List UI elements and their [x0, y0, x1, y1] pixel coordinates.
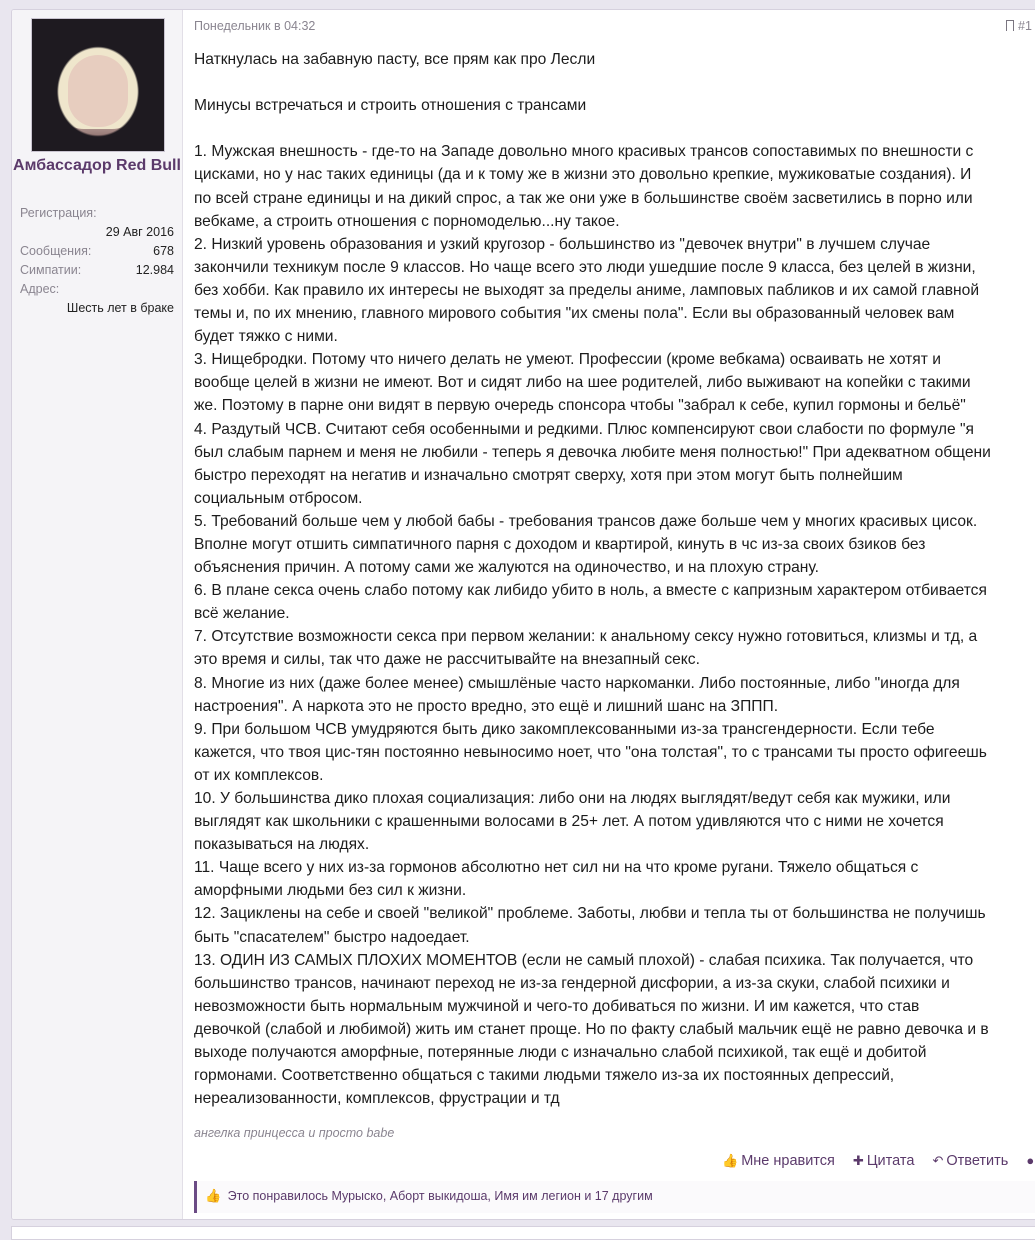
post-line: показываться на людях. — [194, 836, 370, 854]
post-line: аморфными людьми без сил к жизни. — [194, 882, 467, 900]
username-link[interactable]: Амбассадор Red Bull — [13, 157, 181, 174]
post-line: всё желание. — [194, 605, 290, 623]
stat-value-address: Шесть лет в браке — [66, 301, 174, 315]
post-line: социальным отбросом. — [194, 489, 363, 507]
post-line: девочкой (слабой и любимой) жить им станет проще. Но по факту слабый мальчик ещё не равно девочка и в — [194, 1020, 989, 1038]
stat-label-registration: Регистрация: — [20, 206, 97, 220]
post-line: был слабым парнем и меня не любили - теперь я девочка любите меня полностью!" При адекватном общени — [194, 443, 991, 461]
stat-messages: Сообщения: 678 — [20, 244, 174, 258]
post-line: же. Поэтому в парне они видят в первую очередь спонсора чтобы "забрал к себе, купил гормоны и бельё" — [194, 397, 966, 415]
post-line: 4. Раздутый ЧСВ. Считают себя особенными и редкими. Плюс компенсируют свои слабости по формуле "я — [194, 420, 975, 438]
post-line: 9. При большом ЧСВ умудряются быть дико закомплексованными из-за трансгендерности. Если тебе — [194, 720, 935, 738]
post-line: 10. У большинства дико плохая социализация: либо они на людях выглядят/ведут себя как мужики, или — [194, 790, 951, 807]
stat-label-address: Адрес: — [20, 282, 60, 296]
post-content — [194, 48, 1035, 1110]
reply-icon: ↶ — [932, 1153, 944, 1168]
post-line: без хобби. Как правило их интересы не выходят за пределы аниме, ламповых пабликов и их самой главной — [194, 281, 980, 299]
post-date-link[interactable]: Понедельник в 04:32 — [194, 19, 316, 33]
user-menu-button[interactable] — [1026, 1153, 1035, 1169]
post-line: Минусы встречаться и строить отношения с трансами — [194, 97, 587, 115]
stat-value-registration: 29 Авг 2016 — [105, 225, 174, 239]
post-line: вебкаме, а строить отношения с порномоделью...ну такое. — [194, 212, 620, 230]
reply-button[interactable]: ↶ Ответить — [932, 1153, 1009, 1169]
user-signature: ангелка принцесса и просто babe — [194, 1126, 395, 1140]
post-actions — [722, 1153, 1035, 1169]
post-line: Вполне могут отшить симпатичного парня с доходом и квартирой, кинуть в чс из-за своих бзиков без — [194, 535, 926, 553]
next-post-edge — [11, 1226, 1035, 1240]
post-line: 12. Зациклены на себе и своей "великой" проблеме. Заботы, любви и тепла ты от большинства не получишь — [194, 905, 986, 923]
post-line: от их комплексов. — [194, 766, 324, 784]
page-background — [0, 0, 1035, 6]
post-line: цисками, но у нас таких единицы (да и к тому же в жизни это довольно крепкие, мужиковатые создания). И — [194, 166, 972, 184]
post-line: 8. Многие из них (даже более менее) смышлёные часто наркоманки. Либо постоянные, либо "иногда для — [194, 674, 960, 692]
thumbs-up-icon: 👍 — [205, 1188, 222, 1203]
likes-summary-text[interactable]: Это понравилось Мурыско, Аборт выкидоша, Имя им легион и 17 другим — [227, 1189, 653, 1203]
post-line: большинство трансов, начинают переход не из-за гендерной дисфории, а из-за скуки, слабой психики и — [194, 974, 950, 992]
post-line: это время и силы, так что даже не рассчитывайте на внезапный секс. — [194, 651, 700, 669]
post-line: 11. Чаще всего у них из-за гормонов абсолютно нет сил ни на что кроме ругани. Тяжело общаться с — [194, 859, 919, 877]
post-line: невозможности быть нормальным мужчиной и чего-то добиваться по жизни. И им кажется, что став — [194, 997, 920, 1015]
post-line: быть "спасателем" быстро надоедает. — [194, 928, 470, 946]
post-line: 3. Нищебродки. Потому что ничего делать не умеют. Профессии (кроме вебкама) осваивать не хотят и — [194, 351, 941, 369]
post-line: объяснения причин. А потому сами же жалуются на одиночество, и на плохую страну. — [194, 559, 819, 577]
post-line: 13. ОДИН ИЗ САМЫХ ПЛОХИХ МОМЕНТОВ (если не самый плохой) - слабая психика. Так получается, что — [194, 951, 974, 969]
post-line: 6. В плане секса очень слабо потому как либидо убито в ноль, а вместе с капризным характером отбивается — [194, 582, 987, 600]
user-sidebar — [12, 10, 183, 1219]
avatar[interactable] — [31, 18, 165, 152]
post-line: будет тяжко с ними. — [194, 328, 338, 346]
likes-summary — [194, 1181, 1035, 1213]
post-line: быстро переходят на негатив и изначально смотрят сверху, хотя при этом могут быть полнейшим — [194, 466, 903, 484]
post-line: по всей стране единицы и на дикий спрос, а так же они уже в большинстве своём засветились в порно или — [194, 189, 973, 207]
plus-icon: ✚ — [852, 1153, 864, 1168]
post-line: 5. Требований больше чем у любой бабы - требования трансов даже больше чем у многих красивых цисок. — [194, 512, 978, 530]
post-line: 7. Отсутствие возможности секса при первом желании: к анальному сексу нужно готовиться, клизмы и тд, а — [194, 628, 978, 646]
post-line — [194, 117, 1035, 140]
post-line: кажется, что твоя цис-тян постоянно невыносимо ноет, что "она толстая", то с трансами ты просто офигеешь — [194, 743, 987, 761]
bookmark-icon[interactable] — [1006, 20, 1014, 31]
post-line: выходе получаются аморфные, потерянные люди с изначально слабой психикой, так ещё и добитой — [194, 1044, 927, 1062]
thumbs-up-icon: 👍 — [722, 1153, 739, 1168]
user-icon: ● — [1026, 1153, 1035, 1168]
post-line: закончили техникум после 9 классов. Но чаще всего это люди ушедшие после 9 класса, без целей в жизни, — [194, 258, 976, 276]
post-line: гормонами. Соответственно общаться с такими людьми тяжело из-за их постоянных депрессий, — [194, 1067, 895, 1085]
forum-post — [11, 9, 1035, 1220]
post-line — [194, 71, 1035, 94]
user-stats — [20, 204, 174, 318]
post-line: 2. Низкий уровень образования и узкий кругозор - большинство из "девочек внутри" в лучшем случае — [194, 235, 931, 253]
post-line: нереализованности, комплексов, фрустрации и тд — [194, 1090, 560, 1108]
stat-likes: Симпатии: 12.984 — [20, 263, 174, 277]
quote-button[interactable]: ✚ Цитата — [852, 1153, 915, 1169]
post-number-link[interactable]: #1 — [1006, 19, 1032, 33]
post-line: выглядят как школьники с крашенными волосами в 25+ лет. А потом удивляются что с ними не хочется — [194, 813, 944, 831]
like-button[interactable]: 👍 Мне нравится — [722, 1153, 835, 1169]
post-line: 1. Мужская внешность - где-то на Западе довольно много красивых трансов сопоставимых по внешности с — [194, 143, 974, 161]
post-line: Наткнулась на забавную пасту, все прям как про Лесли — [194, 51, 596, 68]
post-line: темы и, по их мнению, главного мирового события "их смены пола". Если вы образованный человек вам — [194, 305, 955, 323]
post-line: настроения". А наркота это не просто вредно, это ещё и лишний шанс на ЗППП. — [194, 697, 779, 715]
post-line: вообще целей в жизни не имеют. Вот и сидят либо на шее родителей, либо выживают на копейки с такими — [194, 374, 971, 392]
